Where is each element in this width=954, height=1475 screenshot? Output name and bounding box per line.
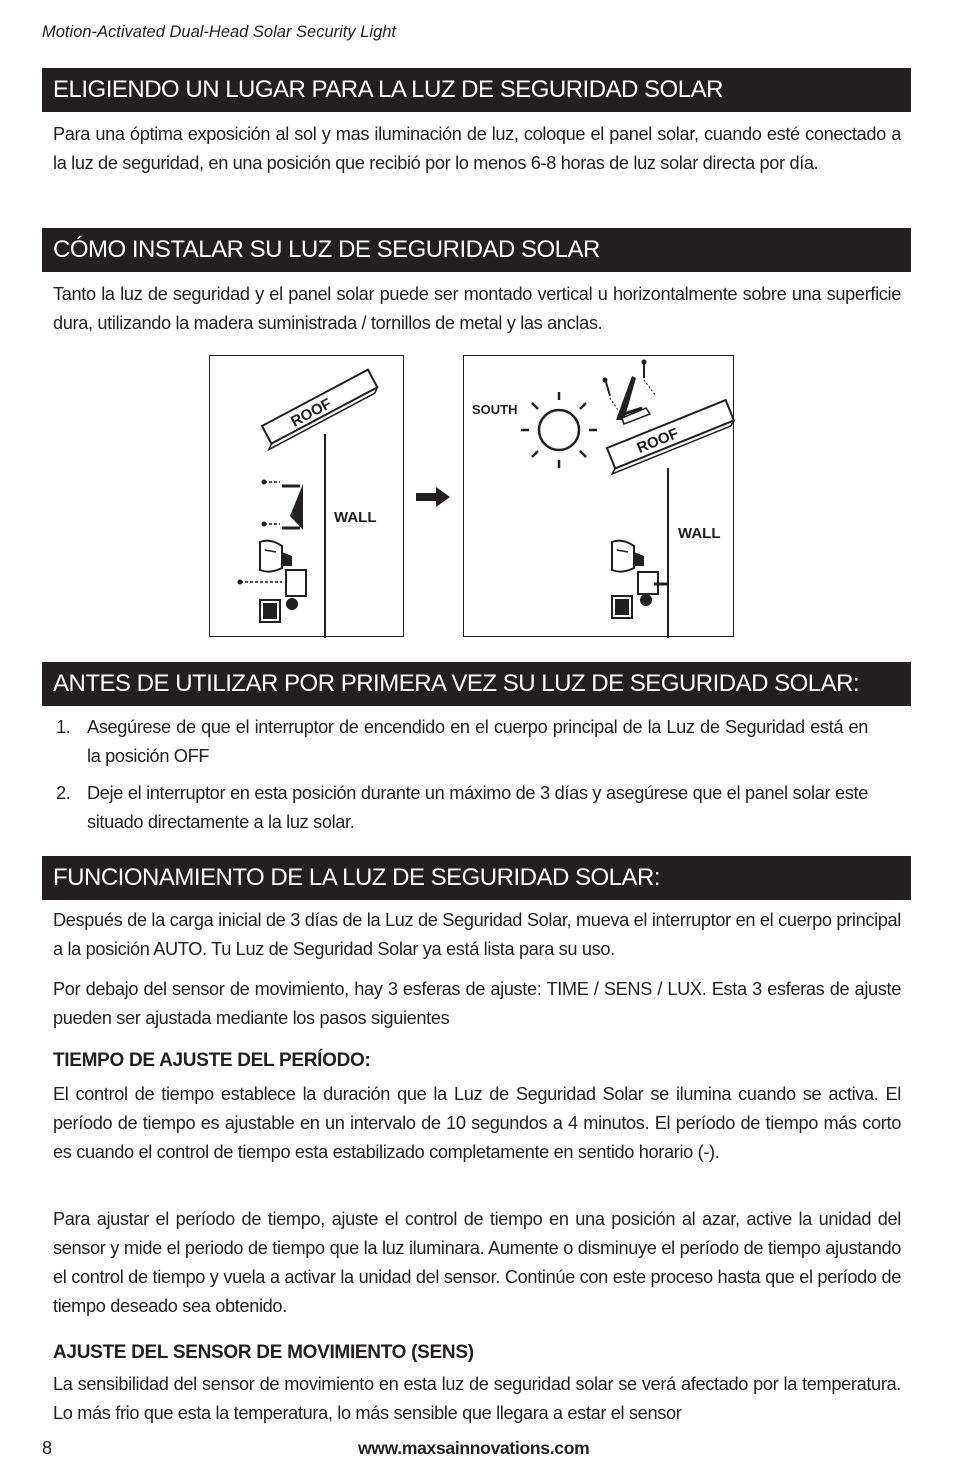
time-paragraph-2: Para ajustar el período de tiempo, ajuste el control de tiempo en una posición al azar, active la unidad del sensor y mide el periodo de tiempo que la luz iluminara. Aumente o disminuye el período de tiempo ajustando el control de tiempo y vuela a activar la unidad del sensor. Continúe con este proceso hasta que el período de tiempo deseado sea obtenido. [53, 1209, 901, 1316]
running-header: Motion-Activated Dual-Head Solar Security Light [42, 23, 397, 41]
list-item-number: 1. [56, 717, 71, 737]
list-item-text: Asegúrese de que el interruptor de encendido en el cuerpo principal de la Luz de Seguridad está en la posición OFF [87, 717, 868, 766]
footer-url: www.maxsainnovations.com [358, 1438, 590, 1458]
list-item-text: Deje el interruptor en esta posición durante un máximo de 3 días y asegúrese que el panel solar este situado directamente a la luz solar. [87, 783, 868, 832]
list-item [56, 779, 868, 837]
section-heading-install: CÓMO INSTALAR SU LUZ DE SEGURIDAD SOLAR [42, 228, 911, 272]
lamp-head-icon-right [612, 541, 644, 572]
install-diagram-before-drawing [210, 356, 405, 638]
subheading-time-period: TIEMPO DE AJUSTE DEL PERÍODO: [53, 1050, 371, 1071]
sun-icon [521, 392, 597, 468]
arrow-right-icon [414, 486, 452, 508]
section-heading-before-first-use: ANTES DE UTILIZAR POR PRIMERA VEZ SU LUZ DE SEGURIDAD SOLAR: [42, 662, 911, 706]
wall-label-right: WALL [678, 525, 721, 542]
operation-paragraph-2: Por debajo del sensor de movimiento, hay 3 esferas de ajuste: TIME / SENS / LUX. Esta 3 esferas de ajuste pueden ser ajustada mediante los pasos siguientes [53, 979, 901, 1028]
page-number: 8 [42, 1438, 53, 1458]
south-label: SOUTH [472, 402, 518, 417]
operation-paragraph-1: Después de la carga inicial de 3 días de la Luz de Seguridad Solar, mueva el interruptor en el cuerpo principal a la posición AUTO. Tu Luz de Seguridad Solar ya está lista para su uso. [53, 910, 901, 959]
install-diagram-after-drawing [464, 356, 735, 638]
section-heading-operation: FUNCIONAMIENTO DE LA LUZ DE SEGURIDAD SOLAR: [42, 856, 911, 900]
subheading-sens: AJUSTE DEL SENSOR DE MOVIMIENTO (SENS) [53, 1342, 474, 1363]
solar-panel-icon [603, 360, 657, 425]
install-diagram-before [209, 355, 404, 637]
section-body-install: Tanto la luz de seguridad y el panel solar puede ser montado vertical u horizontalmente sobre una superficie dura, utilizando la madera suministrada / tornillos de metal y las anclas. [53, 284, 901, 333]
lamp-head-icon [260, 541, 292, 572]
sens-paragraph: La sensibilidad del sensor de movimiento en esta luz de seguridad solar se verá afectado por la temperatura. Lo más frio que esta la temperatura, lo más sensible que llegara a estar el sensor [53, 1374, 901, 1423]
roof-shape [258, 370, 380, 450]
section-heading-location: ELIGIENDO UN LUGAR PARA LA LUZ DE SEGURIDAD SOLAR [42, 68, 911, 112]
time-paragraph-1: El control de tiempo establece la duración que la Luz de Seguridad Solar se ilumina cuando se activa. El período de tiempo es ajustable en un intervalo de 10 segundos a 4 minutos. El período de tiempo más corto es cuando el control de tiempo esta estabilizado completamente en sentido horario (-). [53, 1084, 901, 1162]
section-body-location: Para una óptima exposición al sol y mas iluminación de luz, coloque el panel solar, cuando esté conectado a la luz de seguridad, en una posición que recibió por lo menos 6-8 horas de luz solar directa por día. [53, 124, 901, 173]
roof-label-right: ROOF [634, 424, 682, 457]
motion-sensor-icon [238, 570, 307, 622]
roof-label: ROOF [288, 395, 335, 431]
mounting-bracket-icon [262, 480, 304, 531]
motion-sensor-icon-right [612, 572, 668, 618]
list-item [56, 713, 868, 771]
wall-label: WALL [334, 509, 377, 526]
list-item-number: 2. [56, 783, 71, 803]
install-diagram-after [463, 355, 734, 637]
